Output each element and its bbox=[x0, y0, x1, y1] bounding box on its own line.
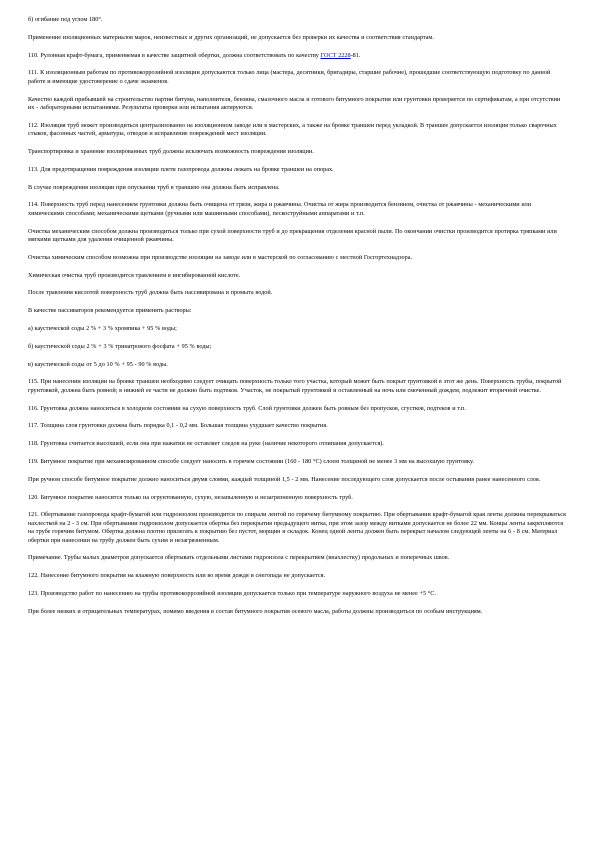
paragraph-9: 114. Поверхность труб перед нанесением грунтовки должна быть очищена от грязи, жира и ржавчины. Очистка от жира производится бензином, очистка от ржавчины - механическими или химическими способами; механическими щетками (ручными или машинными способами), пескоструйными аппаратами и т.п. bbox=[28, 201, 532, 217]
paragraph-18: 115. При нанесении изоляции на бровке траншеи необходимо следует очищать поверхность только того участка, который может быть покрыт грунтовкой в этот же день. Поверхность трубы, покрытой грунтовкой, должна быть ровной; в нижней ее части не должно быть подтеков. Участок, не покрытый грунтовкой и оставленный на ночь или смоченный дождем, подлежит вторичной очистке. bbox=[28, 378, 562, 394]
paragraph-2-text: 110. Рулонная крафт-бумага, применяемая в качестве защитной обертки, должна соответствовать по качеству bbox=[28, 51, 321, 59]
paragraph-28: 123. Производство работ по нанесению на трубы противокоррозийной изоляции допускается только при температуре наружного воздуха не менее +5 °C. bbox=[28, 589, 436, 597]
paragraph-11: Очистка химическим способом возможна при производстве изоляции на заводе или в мастерской по согласованию с местной Госгортехнадзора. bbox=[28, 253, 413, 261]
paragraph-4: Качество каждой прибывшей на строительство партии битума, наполнителя, бензина, смазочного масла и готового битумного покрытия или грунтовки проверяется по сертификатам, а при отсутствии их - лабораторными испытаниями. Результаты проверки или испытания актируются. bbox=[28, 95, 561, 111]
paragraph-2-suffix: -81. bbox=[350, 51, 361, 59]
paragraph-20: 117. Толщина слоя грунтовки должна быть порядка 0,1 - 0,2 мм. Большая толщина ухудшает качество покрытия. bbox=[28, 422, 328, 430]
paragraph-25: 121. Обертывание газопровода крафт-бумагой или гидроизолом производится по спирали лентой по горячему битумному покрытию. При обертывании крафт-бумагой края ленты должны перекрываться нахлесткой на 2 - 3 см. При обертывании гидроизолом допускается обертка без перекрытия предыдущего витка, при этом зазор между витками допускается не более 22 мм. Концы ленты закрепляются на трубе горячим битумом. Обертка должна плотно прилегать к покрытию без пустот, морщин и складок. Конец одной ленты должен быть перекрыт началом следующей ленты на 6 - 8 см. Материал обертки при нанесении на трубу должен быть сухим и незагрязненным. bbox=[28, 511, 566, 544]
paragraph-29: При более низких и отрицательных температурах, помимо введения в состав битумного покрытия осевого масла, работы должны производиться по особым инструкциям. bbox=[28, 607, 483, 615]
paragraph-3: 111. К изоляционным работам по противокоррозийной изоляции допускаются только лица (мастера, десятники, бригадиры, старшие рабочие), прошедшие соответствующую подготовку по данной работе и имеющие удостоверение о сдаче экзаменов. bbox=[28, 69, 551, 85]
paragraph-22: 119. Битумное покрытие при механизированном способе следует наносить в горячем состоянии (160 - 180 °C) слоем толщиной не менее 3 мм на высохшую грунтовку. bbox=[28, 457, 474, 465]
paragraph-5: 112. Изоляция труб может производиться централизованно на изоляционном заводе или в мастерских, а также на бровке траншеи перед укладкой. В траншее допускается изоляция только сварочных стыков, фасонных частей, арматуры, отводов и исправление повреждений мест изоляции. bbox=[28, 121, 557, 138]
paragraph-14: В качестве пассиваторов рекомендуется применять растворы: bbox=[28, 307, 192, 315]
paragraph-21: 118. Грунтовка считается высохшей, если она при нажатии не оставляет следов на руке (наличие некоторого отлипания допускается). bbox=[28, 440, 384, 448]
paragraph-15: а) каустической соды 2 % + 3 % хромпика + 95 % воды; bbox=[28, 324, 177, 332]
paragraph-1: Применение изоляционных материалов марок, неизвестных и других организаций, не допускается без проверки их качества и соответствия стандартам. bbox=[28, 33, 434, 41]
paragraph-24: 120. Битумное покрытие наносится только на огрунтованную, сухую, незапыленную и незагрязненную поверхность труб. bbox=[28, 493, 353, 501]
paragraph-0: б) огибание под углом 180°. bbox=[28, 16, 103, 23]
paragraph-12: Химическая очистка труб производится травлением в ингибированной кислоте. bbox=[28, 271, 241, 279]
paragraph-6: Транспортировка и хранение изолированных труб должны исключать возможность повреждения изоляции. bbox=[28, 148, 314, 155]
paragraph-7: 113. Для предотвращения повреждения изоляции плети газопровода должны лежать на бровке траншеи на опорах. bbox=[28, 165, 334, 173]
paragraph-8: В случае повреждения изоляции при опускании труб в траншею она должна быть исправлена. bbox=[28, 183, 280, 191]
paragraph-27: 122. Нанесение битумного покрытия на влажную поверхность или во время дождя и снегопада не допускается. bbox=[28, 572, 326, 580]
paragraph-13: После травления кислотой поверхность труб должна быть пассивирована и промыта водой. bbox=[28, 289, 273, 297]
paragraph-16: б) каустической соды 2 % + 3 % тринатрового фосфата + 95 % воды; bbox=[28, 342, 212, 350]
gost-2228-link[interactable]: ГОСТ 2228 bbox=[320, 51, 351, 59]
paragraph-17: в) каустической соды от 5 до 10 % + 95 - 90 % воды. bbox=[28, 360, 168, 368]
paragraph-2 bbox=[28, 52, 567, 60]
paragraph-19: 116. Грунтовка должна наноситься в холодном состоянии на сухую поверхность труб. Слой грунтовки должен быть ровным без пропусков, сгустков, подтеков и т.п. bbox=[28, 404, 466, 412]
paragraph-26: Примечание. Трубы малых диаметров допускается обертывать отдельными листами гидроизола с перекрытием (внахлестку) продольных и поперечных швов. bbox=[28, 554, 450, 562]
paragraph-10: Очистка механическим способом должна производиться только при сухой поверхности труб и до прекращения отделения красной пыли. По окончании очистки производится протирка тряпками или мягкими щетками для удаления очищенной ржавчины. bbox=[28, 227, 557, 243]
paragraph-23: При ручном способе битумное покрытие должно наноситься двумя слоями, каждый толщиной 1,5 - 2 мм. Нанесение последующего слоя допускается после остывания ранее нанесенного слоя. bbox=[28, 475, 541, 483]
